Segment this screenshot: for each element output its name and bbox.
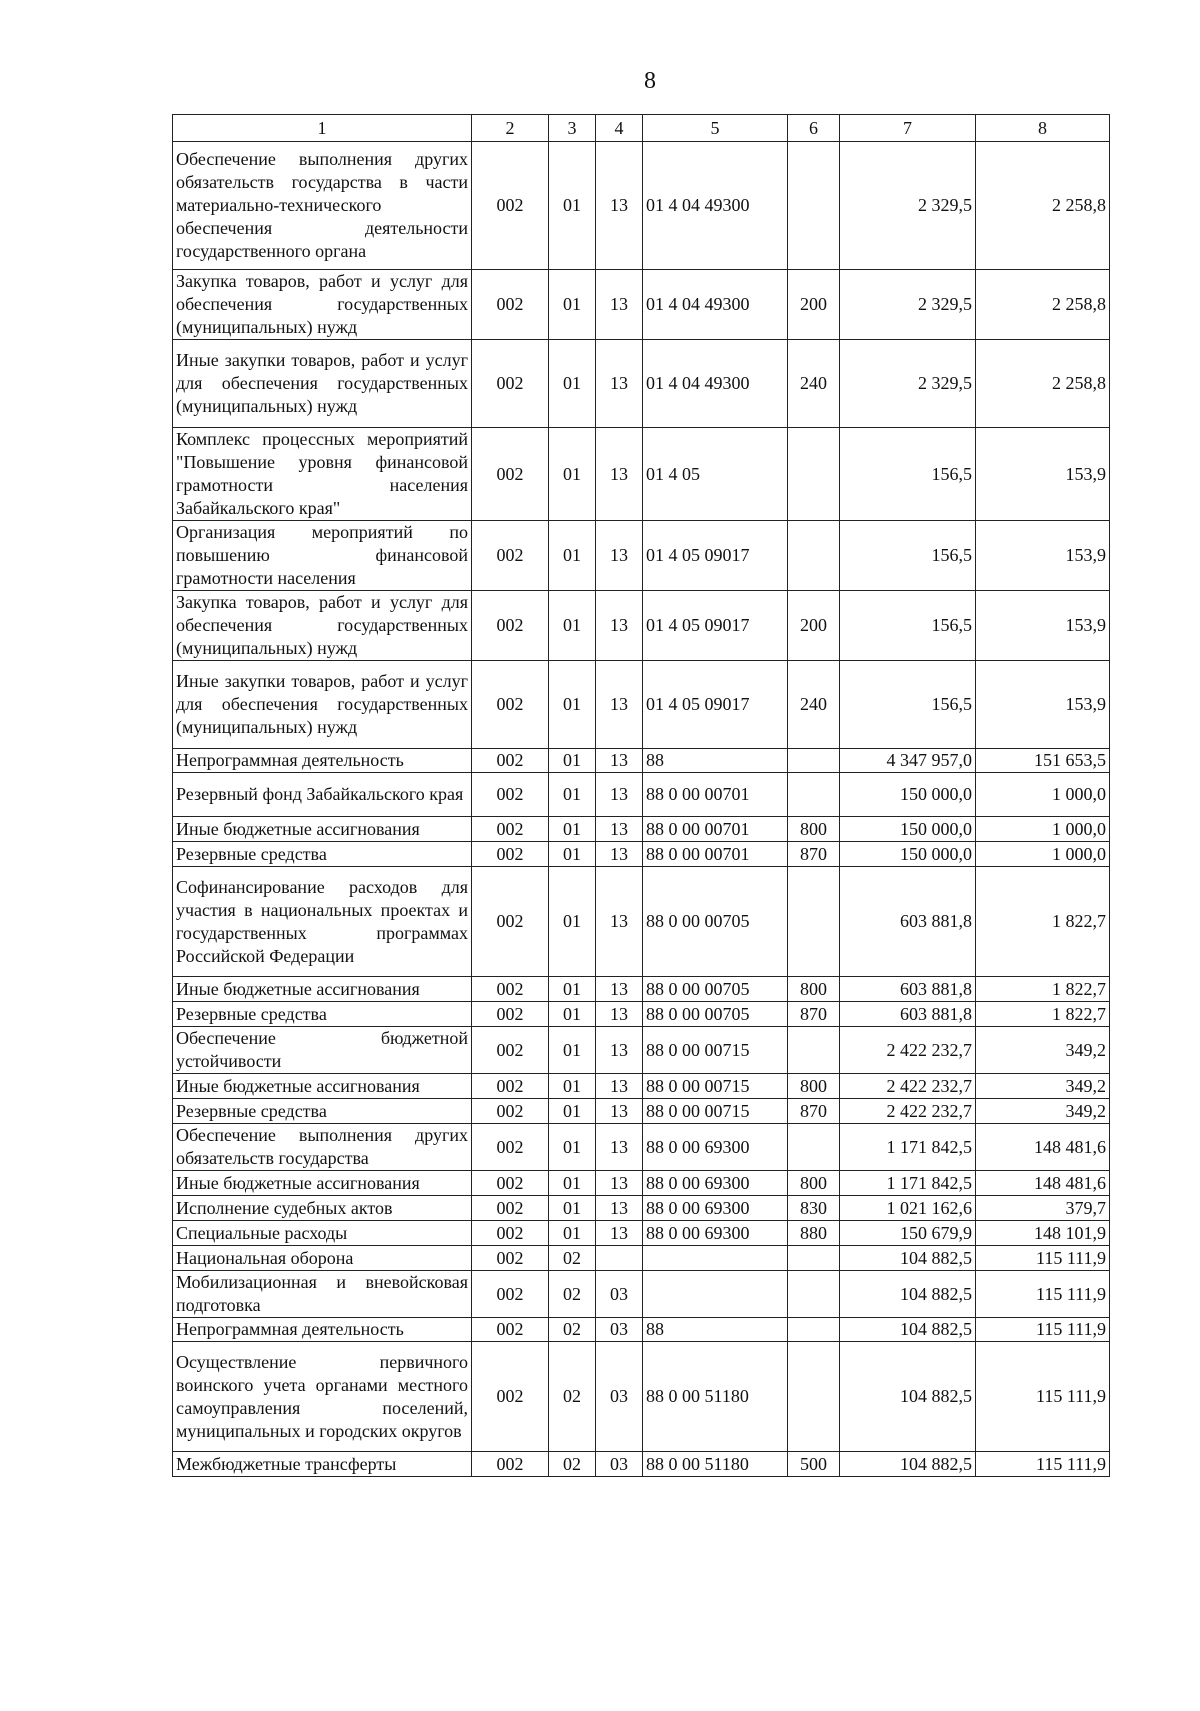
cell-target-article — [643, 1246, 788, 1271]
cell-amount-7: 156,5 — [840, 428, 976, 521]
cell-target-article: 01 4 05 09017 — [643, 521, 788, 591]
cell-grbs: 002 — [472, 1246, 549, 1271]
header-cell: 5 — [643, 115, 788, 142]
table-row — [173, 428, 1110, 521]
row-name-cell: Иные бюджетные ассигнования — [173, 1074, 472, 1099]
cell-amount-7: 2 329,5 — [840, 270, 976, 340]
table-row — [173, 1171, 1110, 1196]
cell-amount-7: 156,5 — [840, 661, 976, 749]
cell-expense-type — [788, 1318, 840, 1342]
cell-section: 01 — [549, 749, 596, 773]
cell-grbs: 002 — [472, 591, 549, 661]
cell-section: 01 — [549, 1124, 596, 1171]
cell-subsection — [596, 1246, 643, 1271]
cell-expense-type — [788, 1342, 840, 1452]
table-row — [173, 1271, 1110, 1318]
cell-subsection: 13 — [596, 842, 643, 867]
table-row — [173, 1074, 1110, 1099]
table-row — [173, 1246, 1110, 1271]
header-cell: 2 — [472, 115, 549, 142]
cell-amount-8: 151 653,5 — [976, 749, 1110, 773]
cell-grbs: 002 — [472, 1124, 549, 1171]
cell-subsection: 13 — [596, 1171, 643, 1196]
cell-amount-7: 150 000,0 — [840, 773, 976, 817]
cell-amount-8: 1 822,7 — [976, 1002, 1110, 1027]
table-row — [173, 521, 1110, 591]
table-header-row — [173, 115, 1110, 142]
table-row — [173, 340, 1110, 428]
cell-expense-type: 800 — [788, 977, 840, 1002]
cell-expense-type: 240 — [788, 661, 840, 749]
cell-expense-type — [788, 521, 840, 591]
cell-target-article: 01 4 04 49300 — [643, 340, 788, 428]
cell-section: 02 — [549, 1246, 596, 1271]
cell-grbs: 002 — [472, 817, 549, 842]
cell-subsection: 13 — [596, 270, 643, 340]
cell-subsection: 13 — [596, 773, 643, 817]
cell-expense-type: 870 — [788, 1002, 840, 1027]
table-row — [173, 1342, 1110, 1452]
cell-amount-8: 115 111,9 — [976, 1318, 1110, 1342]
cell-grbs: 002 — [472, 340, 549, 428]
cell-subsection: 13 — [596, 428, 643, 521]
cell-subsection: 13 — [596, 1074, 643, 1099]
row-name-cell: Иные бюджетные ассигнования — [173, 1171, 472, 1196]
cell-amount-7: 1 021 162,6 — [840, 1196, 976, 1221]
cell-amount-8: 1 822,7 — [976, 867, 1110, 977]
cell-subsection: 13 — [596, 817, 643, 842]
cell-expense-type — [788, 773, 840, 817]
table-row — [173, 749, 1110, 773]
cell-grbs: 002 — [472, 1027, 549, 1074]
cell-section: 01 — [549, 270, 596, 340]
page-number: 8 — [644, 68, 656, 94]
cell-section: 01 — [549, 817, 596, 842]
cell-amount-8: 1 000,0 — [976, 842, 1110, 867]
cell-amount-8: 153,9 — [976, 521, 1110, 591]
cell-section: 02 — [549, 1271, 596, 1318]
row-name-cell: Закупка товаров, работ и услуг для обеспечения государственных (муниципальных) нужд — [173, 591, 472, 661]
row-name-cell: Непрограммная деятельность — [173, 1318, 472, 1342]
cell-subsection: 13 — [596, 521, 643, 591]
table-row — [173, 867, 1110, 977]
cell-expense-type — [788, 1271, 840, 1318]
row-name-cell: Иные бюджетные ассигнования — [173, 977, 472, 1002]
row-name-cell: Исполнение судебных актов — [173, 1196, 472, 1221]
cell-grbs: 002 — [472, 842, 549, 867]
cell-target-article: 88 — [643, 749, 788, 773]
header-cell: 8 — [976, 115, 1110, 142]
cell-subsection: 13 — [596, 1221, 643, 1246]
cell-section: 01 — [549, 340, 596, 428]
cell-section: 01 — [549, 977, 596, 1002]
cell-target-article: 88 0 00 00701 — [643, 842, 788, 867]
row-name-cell: Осуществление первичного воинского учета органами местного самоуправления поселений, муниципальных и городских округов — [173, 1342, 472, 1452]
cell-section: 01 — [549, 1221, 596, 1246]
cell-amount-8: 153,9 — [976, 661, 1110, 749]
cell-amount-7: 603 881,8 — [840, 977, 976, 1002]
cell-expense-type: 200 — [788, 591, 840, 661]
cell-section: 01 — [549, 142, 596, 270]
table-row — [173, 817, 1110, 842]
cell-grbs: 002 — [472, 867, 549, 977]
cell-subsection: 13 — [596, 1027, 643, 1074]
cell-grbs: 002 — [472, 270, 549, 340]
header-cell: 4 — [596, 115, 643, 142]
table-row — [173, 977, 1110, 1002]
cell-amount-8: 1 822,7 — [976, 977, 1110, 1002]
cell-amount-8: 153,9 — [976, 591, 1110, 661]
cell-section: 01 — [549, 1002, 596, 1027]
cell-expense-type — [788, 1124, 840, 1171]
row-name-cell: Иные бюджетные ассигнования — [173, 817, 472, 842]
cell-subsection: 03 — [596, 1318, 643, 1342]
cell-amount-8: 115 111,9 — [976, 1342, 1110, 1452]
table-row — [173, 1124, 1110, 1171]
table-row — [173, 1452, 1110, 1477]
cell-section: 01 — [549, 428, 596, 521]
cell-section: 02 — [549, 1452, 596, 1477]
row-name-cell: Иные закупки товаров, работ и услуг для обеспечения государственных (муниципальных) нужд — [173, 661, 472, 749]
cell-target-article: 01 4 04 49300 — [643, 142, 788, 270]
row-name-cell: Иные закупки товаров, работ и услуг для обеспечения государственных (муниципальных) нужд — [173, 340, 472, 428]
cell-amount-7: 4 347 957,0 — [840, 749, 976, 773]
table-row — [173, 773, 1110, 817]
table-row — [173, 270, 1110, 340]
cell-amount-8: 349,2 — [976, 1099, 1110, 1124]
cell-grbs: 002 — [472, 773, 549, 817]
cell-amount-8: 379,7 — [976, 1196, 1110, 1221]
row-name-cell: Специальные расходы — [173, 1221, 472, 1246]
cell-target-article: 88 0 00 69300 — [643, 1171, 788, 1196]
cell-target-article — [643, 1271, 788, 1318]
cell-amount-7: 150 679,9 — [840, 1221, 976, 1246]
cell-subsection: 13 — [596, 142, 643, 270]
cell-amount-8: 2 258,8 — [976, 142, 1110, 270]
cell-expense-type — [788, 428, 840, 521]
row-name-cell: Межбюджетные трансферты — [173, 1452, 472, 1477]
cell-grbs: 002 — [472, 1318, 549, 1342]
cell-amount-7: 156,5 — [840, 521, 976, 591]
cell-section: 01 — [549, 1196, 596, 1221]
cell-target-article: 88 0 00 69300 — [643, 1124, 788, 1171]
cell-target-article: 01 4 05 — [643, 428, 788, 521]
row-name-cell: Национальная оборона — [173, 1246, 472, 1271]
cell-amount-8: 2 258,8 — [976, 270, 1110, 340]
cell-section: 01 — [549, 1171, 596, 1196]
cell-target-article: 88 0 00 00715 — [643, 1074, 788, 1099]
cell-amount-7: 104 882,5 — [840, 1342, 976, 1452]
row-name-cell: Софинансирование расходов для участия в национальных проектах и государственных программах Российской Федерации — [173, 867, 472, 977]
cell-subsection: 13 — [596, 867, 643, 977]
cell-amount-8: 115 111,9 — [976, 1452, 1110, 1477]
cell-grbs: 002 — [472, 977, 549, 1002]
cell-grbs: 002 — [472, 1074, 549, 1099]
cell-expense-type: 200 — [788, 270, 840, 340]
cell-amount-8: 148 481,6 — [976, 1171, 1110, 1196]
cell-subsection: 03 — [596, 1342, 643, 1452]
cell-expense-type: 500 — [788, 1452, 840, 1477]
cell-amount-7: 150 000,0 — [840, 842, 976, 867]
header-cell: 1 — [173, 115, 472, 142]
cell-expense-type — [788, 1246, 840, 1271]
table-row — [173, 1318, 1110, 1342]
cell-target-article: 88 — [643, 1318, 788, 1342]
cell-grbs: 002 — [472, 1171, 549, 1196]
cell-target-article: 88 0 00 51180 — [643, 1342, 788, 1452]
cell-expense-type: 870 — [788, 1099, 840, 1124]
cell-amount-7: 2 329,5 — [840, 142, 976, 270]
cell-amount-8: 349,2 — [976, 1074, 1110, 1099]
row-name-cell: Обеспечение бюджетной устойчивости — [173, 1027, 472, 1074]
cell-grbs: 002 — [472, 1099, 549, 1124]
cell-amount-7: 1 171 842,5 — [840, 1124, 976, 1171]
cell-expense-type: 240 — [788, 340, 840, 428]
table-row — [173, 1099, 1110, 1124]
cell-amount-7: 603 881,8 — [840, 1002, 976, 1027]
cell-subsection: 13 — [596, 977, 643, 1002]
cell-subsection: 13 — [596, 1196, 643, 1221]
cell-grbs: 002 — [472, 142, 549, 270]
cell-amount-8: 115 111,9 — [976, 1271, 1110, 1318]
cell-amount-8: 2 258,8 — [976, 340, 1110, 428]
table-row — [173, 1027, 1110, 1074]
cell-section: 01 — [549, 1074, 596, 1099]
cell-expense-type: 830 — [788, 1196, 840, 1221]
cell-amount-7: 1 171 842,5 — [840, 1171, 976, 1196]
cell-expense-type: 800 — [788, 817, 840, 842]
cell-expense-type: 800 — [788, 1074, 840, 1099]
cell-amount-8: 148 481,6 — [976, 1124, 1110, 1171]
cell-amount-7: 2 422 232,7 — [840, 1027, 976, 1074]
cell-amount-7: 2 329,5 — [840, 340, 976, 428]
cell-target-article: 88 0 00 00701 — [643, 773, 788, 817]
cell-amount-7: 104 882,5 — [840, 1452, 976, 1477]
row-name-cell: Обеспечение выполнения других обязательств государства — [173, 1124, 472, 1171]
cell-target-article: 01 4 05 09017 — [643, 661, 788, 749]
cell-expense-type — [788, 749, 840, 773]
cell-expense-type — [788, 1027, 840, 1074]
cell-target-article: 88 0 00 00705 — [643, 977, 788, 1002]
cell-section: 01 — [549, 842, 596, 867]
cell-grbs: 002 — [472, 521, 549, 591]
cell-amount-8: 153,9 — [976, 428, 1110, 521]
row-name-cell: Резервные средства — [173, 842, 472, 867]
table-row — [173, 661, 1110, 749]
row-name-cell: Резервный фонд Забайкальского края — [173, 773, 472, 817]
table-row — [173, 842, 1110, 867]
row-name-cell: Резервные средства — [173, 1099, 472, 1124]
cell-amount-8: 115 111,9 — [976, 1246, 1110, 1271]
cell-subsection: 13 — [596, 1002, 643, 1027]
cell-expense-type — [788, 867, 840, 977]
cell-subsection: 03 — [596, 1452, 643, 1477]
header-cell: 3 — [549, 115, 596, 142]
row-name-cell: Мобилизационная и вневойсковая подготовка — [173, 1271, 472, 1318]
cell-target-article: 88 0 00 69300 — [643, 1196, 788, 1221]
cell-target-article: 88 0 00 00715 — [643, 1099, 788, 1124]
table-row — [173, 591, 1110, 661]
cell-expense-type — [788, 142, 840, 270]
cell-target-article: 88 0 00 00705 — [643, 867, 788, 977]
table-row — [173, 142, 1110, 270]
cell-grbs: 002 — [472, 428, 549, 521]
cell-amount-8: 349,2 — [976, 1027, 1110, 1074]
cell-amount-7: 104 882,5 — [840, 1271, 976, 1318]
row-name-cell: Обеспечение выполнения других обязательств государства в части материально-технического обеспечения деятельности государственного органа — [173, 142, 472, 270]
cell-grbs: 002 — [472, 1271, 549, 1318]
cell-amount-7: 150 000,0 — [840, 817, 976, 842]
cell-section: 01 — [549, 867, 596, 977]
cell-amount-7: 156,5 — [840, 591, 976, 661]
cell-section: 01 — [549, 1027, 596, 1074]
cell-grbs: 002 — [472, 1002, 549, 1027]
cell-amount-7: 104 882,5 — [840, 1246, 976, 1271]
cell-expense-type: 880 — [788, 1221, 840, 1246]
cell-grbs: 002 — [472, 1452, 549, 1477]
table-row — [173, 1002, 1110, 1027]
cell-target-article: 01 4 04 49300 — [643, 270, 788, 340]
cell-target-article: 88 0 00 51180 — [643, 1452, 788, 1477]
cell-amount-7: 2 422 232,7 — [840, 1074, 976, 1099]
row-name-cell: Закупка товаров, работ и услуг для обеспечения государственных (муниципальных) нужд — [173, 270, 472, 340]
cell-grbs: 002 — [472, 1196, 549, 1221]
cell-grbs: 002 — [472, 1342, 549, 1452]
header-cell: 7 — [840, 115, 976, 142]
cell-grbs: 002 — [472, 749, 549, 773]
budget-table — [172, 114, 1110, 1477]
row-name-cell: Непрограммная деятельность — [173, 749, 472, 773]
cell-target-article: 88 0 00 00715 — [643, 1027, 788, 1074]
cell-target-article: 88 0 00 00701 — [643, 817, 788, 842]
cell-section: 01 — [549, 773, 596, 817]
cell-section: 01 — [549, 521, 596, 591]
cell-section: 01 — [549, 1099, 596, 1124]
cell-section: 02 — [549, 1318, 596, 1342]
cell-amount-7: 104 882,5 — [840, 1318, 976, 1342]
row-name-cell: Резервные средства — [173, 1002, 472, 1027]
row-name-cell: Комплекс процессных мероприятий "Повышение уровня финансовой грамотности населения Забайкальского края" — [173, 428, 472, 521]
cell-amount-8: 1 000,0 — [976, 773, 1110, 817]
cell-expense-type: 870 — [788, 842, 840, 867]
cell-amount-7: 603 881,8 — [840, 867, 976, 977]
header-cell: 6 — [788, 115, 840, 142]
cell-amount-8: 148 101,9 — [976, 1221, 1110, 1246]
cell-grbs: 002 — [472, 1221, 549, 1246]
cell-subsection: 03 — [596, 1271, 643, 1318]
cell-subsection: 13 — [596, 340, 643, 428]
cell-amount-7: 2 422 232,7 — [840, 1099, 976, 1124]
cell-target-article: 88 0 00 00705 — [643, 1002, 788, 1027]
cell-target-article: 01 4 05 09017 — [643, 591, 788, 661]
cell-subsection: 13 — [596, 1124, 643, 1171]
cell-target-article: 88 0 00 69300 — [643, 1221, 788, 1246]
cell-subsection: 13 — [596, 591, 643, 661]
cell-section: 01 — [549, 591, 596, 661]
table-row — [173, 1196, 1110, 1221]
table-row — [173, 1221, 1110, 1246]
cell-subsection: 13 — [596, 661, 643, 749]
cell-grbs: 002 — [472, 661, 549, 749]
cell-section: 02 — [549, 1342, 596, 1452]
cell-expense-type: 800 — [788, 1171, 840, 1196]
cell-amount-8: 1 000,0 — [976, 817, 1110, 842]
cell-section: 01 — [549, 661, 596, 749]
cell-subsection: 13 — [596, 749, 643, 773]
row-name-cell: Организация мероприятий по повышению финансовой грамотности населения — [173, 521, 472, 591]
cell-subsection: 13 — [596, 1099, 643, 1124]
